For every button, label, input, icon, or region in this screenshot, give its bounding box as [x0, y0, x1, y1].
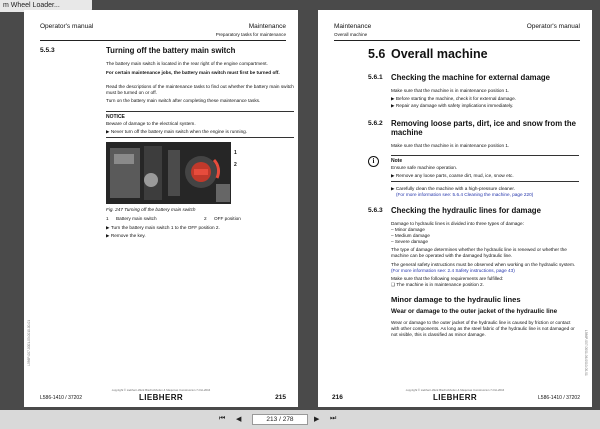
section-2-title-line-2: machine — [391, 128, 423, 137]
callout-1: 1 — [234, 150, 237, 156]
section-1-number: 5.6.1 — [368, 74, 383, 81]
header-right: Maintenance — [248, 23, 286, 30]
footer-right: L586-1410 / 37202 — [538, 395, 580, 401]
page-header — [334, 17, 580, 41]
s1-bullet-2: ▶ Repair any damage with safety implications immediately. — [391, 103, 514, 108]
step-2: ▶ Remove the key. — [106, 233, 146, 238]
chapter-number: 5.6 — [368, 47, 386, 61]
section-2-number: 5.6.2 — [368, 120, 383, 127]
header-sub: Preparatory tasks for maintenance — [215, 32, 286, 37]
side-reference: L586P-007-0001-06-0010-00-01 — [584, 330, 588, 376]
note-box — [391, 155, 579, 182]
note-text: Ensure safe machine operation. — [391, 165, 458, 170]
last-page-icon[interactable]: ⏭ — [330, 415, 337, 422]
s3-para-1: Damage to hydraulic lines is divided into three types of damage: — [391, 221, 524, 226]
s3-para-2: The type of damage determines whether the hydraulic line is renewed or whether the machine can be operated with the damaged hydraulic line. — [391, 247, 567, 258]
s3-list-2: – Medium damage — [391, 233, 430, 238]
note-icon: i — [368, 156, 379, 167]
page-216 — [318, 10, 592, 407]
section-3-title: Checking the hydraulic lines for damage — [391, 206, 541, 215]
s3-requirement: ❑ The machine is in maintenance position 2. — [391, 282, 484, 287]
footer-left: L586-1410 / 37202 — [40, 395, 82, 401]
page-header — [40, 17, 286, 41]
s3-list-1: – Minor damage — [391, 227, 425, 232]
section-3-number: 5.6.3 — [368, 207, 383, 214]
page-number: 216 — [332, 394, 343, 401]
legend-1-text: Battery main switch — [116, 216, 157, 221]
note-item: ▶ Remove any loose parts, coarse dirt, mud, ice, snow etc. — [391, 172, 514, 178]
s2-para: Make sure that the machine is in maintenance position 1. — [391, 143, 510, 148]
notice-box — [106, 111, 294, 138]
header-right: Operator's manual — [526, 23, 580, 30]
notice-item: ▶ Never turn off the battery main switch when the engine is running. — [106, 128, 248, 134]
s2-bullet-1-link[interactable]: (For more information see: 5.6.4 Cleaning the machine, page 220) — [396, 192, 534, 197]
battery-switch-figure — [106, 142, 231, 204]
header-sub: Overall machine — [334, 32, 368, 37]
s2-bullet-1: ▶ Carefully clean the machine with a high-pressure cleaner. — [391, 186, 515, 191]
battery-switch-photo — [106, 142, 231, 204]
para-3: Read the descriptions of the maintenance tasks to find out whether the battery main switch must be turned on or off. — [106, 84, 294, 95]
s3-para-3: The general safety instructions must be observed when working on the hydraulic system. — [391, 262, 576, 267]
legend-1-number: 1 — [106, 216, 109, 221]
header-left: Operator's manual — [40, 23, 94, 30]
header-left: Maintenance — [334, 23, 372, 30]
liebherr-logo: LIEBHERR — [432, 393, 478, 402]
prev-page-icon[interactable]: ◀ — [236, 416, 242, 423]
outer-jacket-heading: Wear or damage to the outer jacket of the hydraulic line — [391, 308, 558, 315]
note-label: Note — [391, 158, 403, 164]
callout-2: 2 — [234, 162, 237, 168]
section-title: Turning off the battery main switch — [106, 46, 236, 55]
s3-para-3-link[interactable]: (For more information see: 2.4 Safety instructions, page 43) — [391, 268, 515, 273]
para-2: For certain maintenance jobs, the battery main switch must first be turned off. — [106, 70, 280, 75]
para-4: Turn on the battery main switch after completing these maintenance tasks. — [106, 98, 261, 103]
page-navigation-toolbar — [0, 410, 600, 429]
legend-2-text: OFF position — [214, 216, 241, 221]
s3-para-4: Make sure that the following requirements are fulfilled: — [391, 276, 504, 281]
legend-2-number: 2 — [204, 216, 207, 221]
figure-caption: Fig. 247 Turning off the battery main switch — [106, 207, 196, 212]
page-215 — [24, 10, 298, 407]
section-2-title-line-1: Removing loose parts, dirt, ice and snow from the — [391, 119, 576, 128]
first-page-icon[interactable]: ⏮ — [219, 415, 226, 422]
notice-label: NOTICE — [106, 114, 125, 120]
notice-text: Beware of damage to the electrical system. — [106, 121, 196, 126]
section-1-title: Checking the machine for external damage — [391, 73, 551, 82]
chapter-title: Overall machine — [391, 47, 488, 61]
page-number: 215 — [275, 394, 286, 401]
page-input[interactable]: 213 — [266, 416, 278, 423]
copyright: copyright © Liebherr-Werk Bischofshofen & Maquinas Construccion 7-Oct-2016 — [111, 387, 211, 392]
s1-bullet-1: ▶ Before starting the machine, check it for external damage. — [391, 96, 517, 101]
tab-title: m Wheel Loader... — [3, 2, 60, 9]
s3-list-3: – Severe damage — [391, 239, 429, 244]
copyright: copyright © Liebherr-Werk Bischofshofen & Maquinas Construccion 7-Oct-2016 — [405, 387, 505, 392]
page-number-field[interactable] — [252, 414, 308, 425]
s1-para: Make sure that the machine is in maintenance position 1. — [391, 88, 510, 93]
para-1: The battery main switch is located in the rear right of the engine compartment. — [106, 61, 268, 66]
minor-damage-heading: Minor damage to the hydraulic lines — [391, 295, 521, 304]
liebherr-logo: LIEBHERR — [138, 393, 184, 402]
s3-para-5: Wear or damage to the outer jacket of the hydraulic line is caused by friction or contact with other components. As long as the steel fabric of the hydraulic line is not damaged or not visible, this is classified as minor damage. — [391, 320, 575, 337]
side-reference: L586P-007-0001-03-0010-00-01 — [27, 320, 31, 366]
page-total: / 278 — [279, 416, 294, 423]
section-number: 5.5.3 — [40, 47, 55, 54]
step-1: ▶ Turn the battery main switch 1 to the OFF position 2. — [106, 225, 220, 230]
next-page-icon[interactable]: ▶ — [314, 416, 320, 423]
